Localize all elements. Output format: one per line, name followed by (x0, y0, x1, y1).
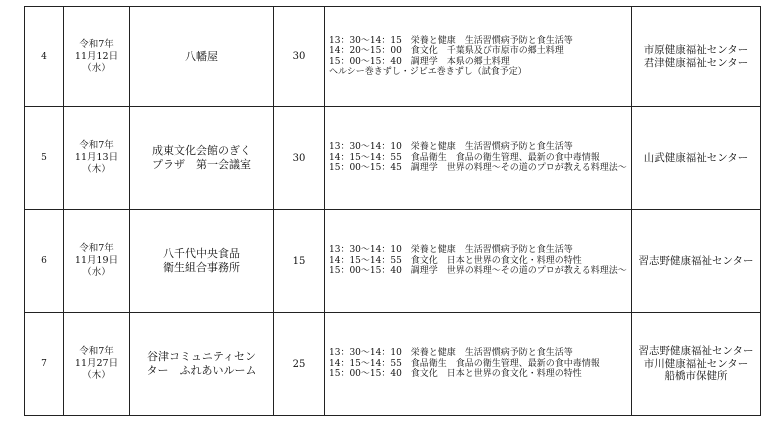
organizer-line: 習志野健康福祉センター (638, 345, 754, 358)
venue-line: プラザ 第一会議室 (152, 158, 251, 171)
row-number: 7 (25, 313, 64, 416)
table-row (25, 107, 761, 210)
date-era: 令和7年 (79, 243, 114, 254)
venue-cell (130, 107, 274, 210)
program-line: 15：00～15：40 食文化 日本と世界の食文化・料理の特性 (329, 369, 582, 380)
venue-cell (130, 210, 274, 313)
program-line: 13：30～14：10 栄養と健康 生活習慣病予防と食生活等 (329, 142, 573, 153)
program-cell (325, 313, 632, 416)
organizer-cell (632, 313, 761, 416)
venue-line: 谷津コミュニティセン (147, 350, 256, 363)
venue-line: 八千代中央食品 (163, 247, 240, 260)
date-day: 11月19日 (74, 255, 119, 266)
date-day: 11月27日 (74, 358, 119, 369)
date-day: 11月13日 (74, 152, 119, 163)
program-line: 14：15～14：55 食品衛生 食品の衛生管理、最新の食中毒情報 (329, 152, 600, 163)
organizer-cell (632, 107, 761, 210)
program-line: 13：30～14：15 栄養と健康 生活習慣病予防と食生活等 (329, 35, 573, 46)
course-schedule-table (24, 6, 761, 416)
organizer-line: 山武健康福祉センター (643, 151, 749, 164)
organizer-line: 市川健康福祉センター (643, 357, 749, 370)
organizer-line: 市原健康福祉センター (643, 44, 749, 56)
organizer-cell (632, 7, 761, 107)
capacity-cell: 15 (274, 210, 325, 313)
program-line: 13：30～14：10 栄養と健康 生活習慣病予防と食生活等 (329, 245, 573, 256)
venue-line: 成東文化会館のぎく (152, 144, 251, 157)
program-line: 15：00～15：40 調理学 本県の郷土料理 (329, 56, 510, 67)
date-cell (64, 210, 130, 313)
date-cell (64, 7, 130, 107)
program-line: 14：15～14：55 食品衛生 食品の衛生管理、最新の食中毒情報 (329, 358, 600, 369)
row-number: 5 (25, 107, 64, 210)
capacity-cell: 25 (274, 313, 325, 416)
program-cell (325, 107, 632, 210)
organizer-line: 習志野健康福祉センター (638, 254, 754, 267)
row-number: 4 (25, 7, 64, 107)
program-line: 14：15～14：55 食文化 日本と世界の食文化・料理の特性 (329, 255, 582, 266)
program-line: 15：00～15：45 調理学 世界の料理～その道のプロが教える料理法～ (329, 163, 627, 174)
venue-cell (130, 7, 274, 107)
organizer-cell (632, 210, 761, 313)
venue-line: 八幡屋 (185, 49, 218, 63)
program-cell (325, 7, 632, 107)
row-number: 6 (25, 210, 64, 313)
date-era: 令和7年 (79, 38, 114, 50)
organizer-line: 船橋市保健所 (664, 370, 728, 383)
venue-line: 衛生組合事務所 (163, 261, 240, 274)
program-line: 13：30～14：10 栄養と健康 生活習慣病予防と食生活等 (329, 348, 573, 359)
date-day: 11月12日 (74, 50, 119, 62)
date-weekday: （木） (82, 370, 111, 381)
table-row (25, 210, 761, 313)
date-weekday: （木） (82, 164, 111, 175)
date-weekday: （水） (82, 267, 111, 278)
date-era: 令和7年 (79, 346, 114, 357)
date-era: 令和7年 (79, 140, 114, 151)
date-cell (64, 313, 130, 416)
table-row (25, 313, 761, 416)
capacity-cell: 30 (274, 107, 325, 210)
organizer-line: 君津健康福祉センター (643, 56, 749, 69)
venue-line: ター ふれあいルーム (146, 364, 257, 377)
program-line: 15：00～15：40 調理学 世界の料理～その道のプロが教える料理法～ (329, 266, 627, 277)
date-cell (64, 107, 130, 210)
program-line: ヘルシー巻きずし・ジビエ巻きずし（試食予定） (329, 67, 527, 77)
table-row (25, 7, 761, 107)
program-line: 14：20～15：00 食文化 千葉県及び市原市の郷土料理 (329, 46, 564, 56)
venue-cell (130, 313, 274, 416)
date-weekday: （水） (82, 62, 111, 74)
capacity-cell: 30 (274, 7, 325, 107)
program-cell (325, 210, 632, 313)
